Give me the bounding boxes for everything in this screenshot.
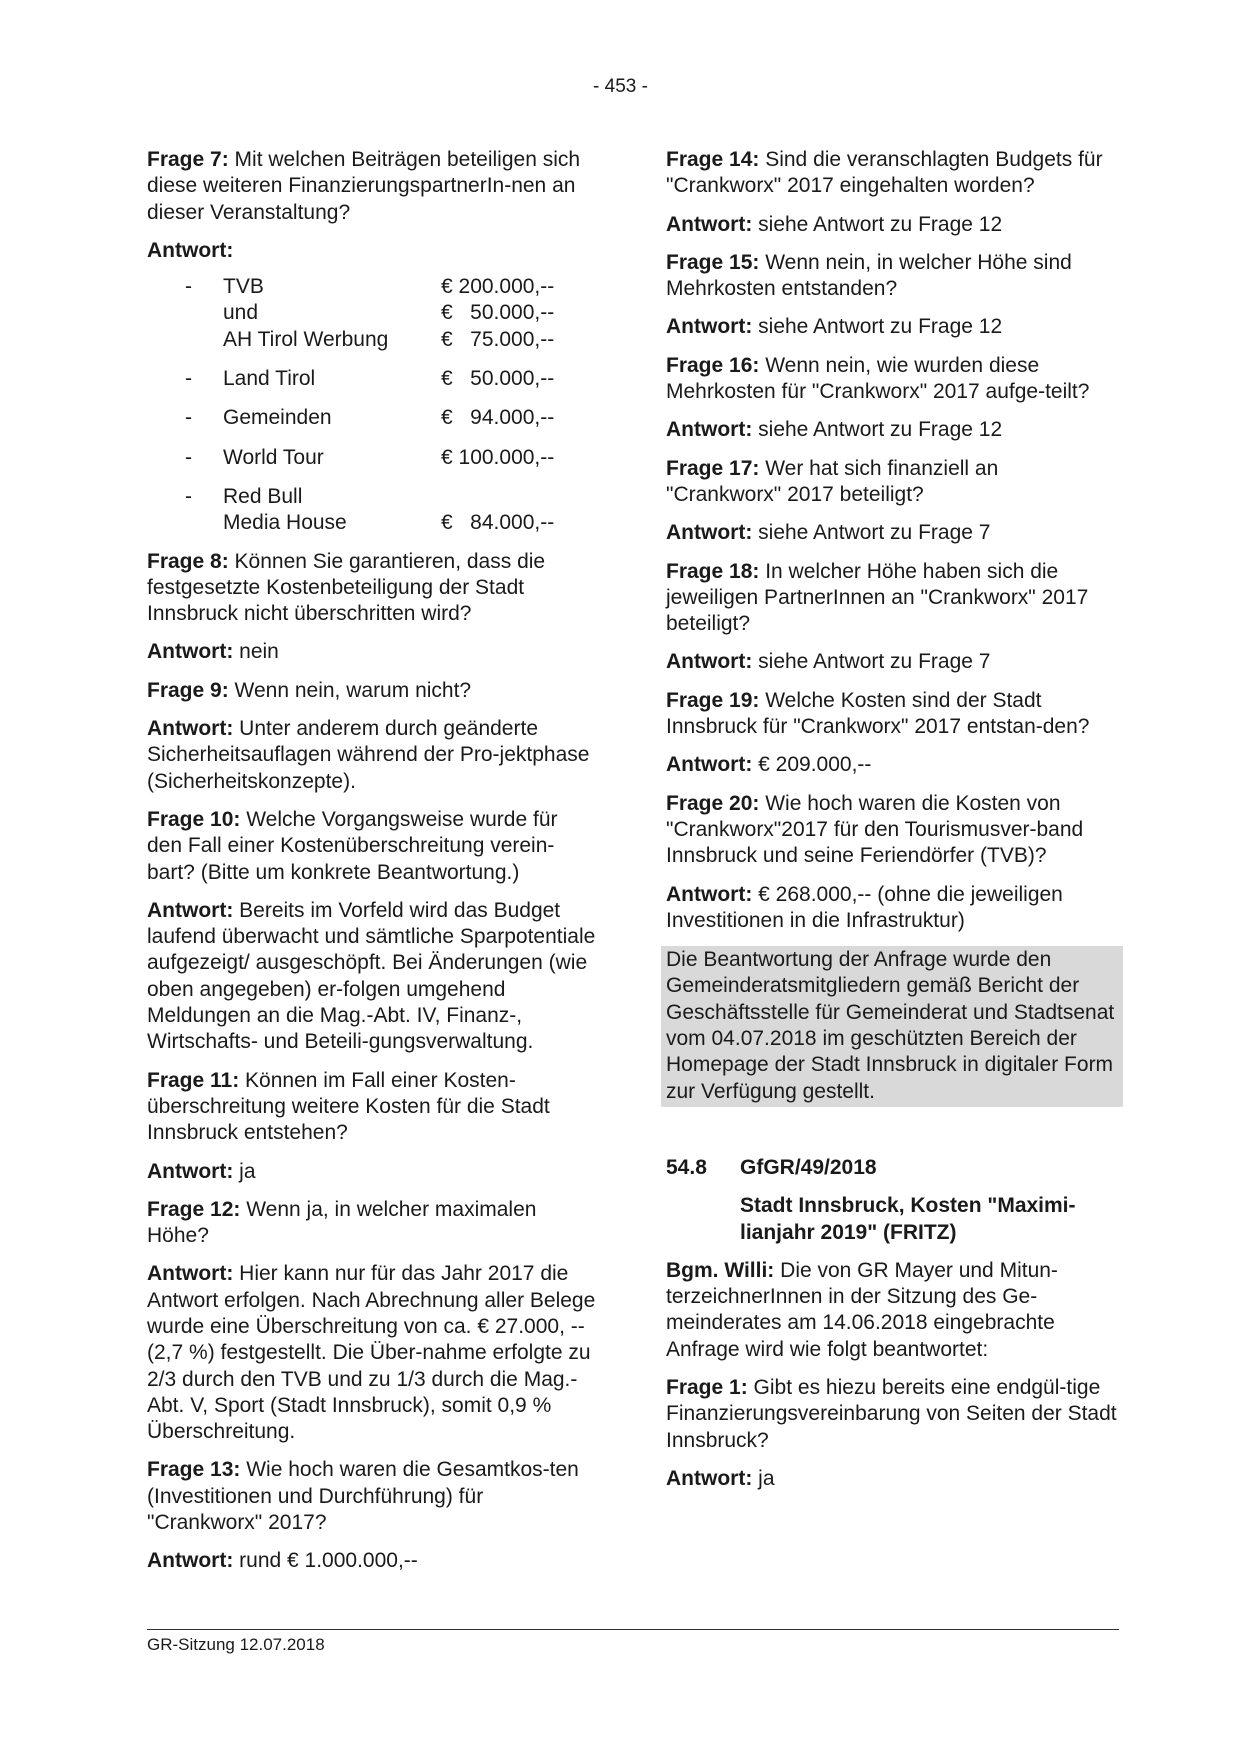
question-17: Frage 17: Wer hat sich finanziell an "Crankworx" 2017 beteiligt? xyxy=(666,456,999,506)
answer-8: Antwort: nein xyxy=(147,640,279,664)
mayor-statement: Bgm. Willi: Die von GR Mayer und Mitun-terzeichnerInnen in der Sitzung des Ge-meinderates am 14.06.2018 eingebrachte Anfrage wird wie folgt beantwortet: xyxy=(666,1258,1058,1361)
section-code: GfGR/49/2018 xyxy=(740,1155,877,1179)
list-item: - Land Tirol € 50.000,-- xyxy=(185,367,555,391)
answer-15: Antwort: siehe Antwort zu Frage 12 xyxy=(666,315,1003,339)
footer-text: GR-Sitzung 12.07.2018 xyxy=(147,1635,325,1654)
answer-13: Antwort: rund € 1.000.000,-- xyxy=(147,1549,418,1573)
question-11: Frage 11: Können im Fall einer Kosten-überschreitung weitere Kosten für die Stadt Innsbruck entstehen? xyxy=(147,1068,550,1145)
answer-10: Antwort: Bereits im Vorfeld wird das Budget laufend überwacht und sämtliche Sparpotentiale aufgezeigt/ ausgeschöpft. Bei Änderungen (wie oben angegeben) er-folgen umgehend Meldungen an die Mag.-Abt. IV, Finanz-, Wirtschafts- und Beteili-gungsverwaltung. xyxy=(147,898,596,1054)
funding-list xyxy=(147,274,597,536)
answer-7-label: Antwort: xyxy=(147,238,234,262)
footer-divider xyxy=(147,1629,1119,1630)
answer-18: Antwort: siehe Antwort zu Frage 7 xyxy=(666,650,991,674)
question-19: Frage 19: Welche Kosten sind der Stadt Innsbruck für "Crankworx" 2017 entstan-den? xyxy=(666,688,1090,739)
answer-14: Antwort: siehe Antwort zu Frage 12 xyxy=(666,212,1003,236)
section-heading xyxy=(666,1155,1118,1181)
question-9: Frage 9: Wenn nein, warum nicht? xyxy=(147,678,472,702)
question-18: Frage 18: In welcher Höhe haben sich die jeweiligen PartnerInnen an "Crankworx" 2017 beteiligt? xyxy=(666,559,1089,636)
question-12: Frage 12: Wenn ja, in welcher maximalen Höhe? xyxy=(147,1197,537,1248)
answer-19: Antwort: € 209.000,-- xyxy=(666,753,872,777)
section-number: 54.8 xyxy=(666,1155,707,1179)
right-column xyxy=(666,147,1118,1504)
answer-17: Antwort: siehe Antwort zu Frage 7 xyxy=(666,521,991,545)
answer-20: Antwort: € 268.000,-- (ohne die jeweiligen Investitionen in die Infrastruktur) xyxy=(666,882,1063,932)
answer-16: Antwort: siehe Antwort zu Frage 12 xyxy=(666,418,1003,442)
question-13: Frage 13: Wie hoch waren die Gesamtkos-ten (Investitionen und Durchführung) für "Crankworx" 2017? xyxy=(147,1458,579,1535)
list-item: - World Tour € 100.000,-- xyxy=(185,445,555,469)
question-10: Frage 10: Welche Vorgangsweise wurde für den Fall einer Kostenüberschreitung verein-bart? (Bitte um konkrete Beantwortung.) xyxy=(147,807,558,884)
section-title: Stadt Innsbruck, Kosten "Maximi-lianjahr 2019" (FRITZ) xyxy=(740,1194,1076,1244)
question-7: Frage 7: Mit welchen Beiträgen beteiligen sich diese weiteren FinanzierungspartnerIn-nen an dieser Veranstaltung? xyxy=(147,148,581,224)
question-16: Frage 16: Wenn nein, wie wurden diese Mehrkosten für "Crankworx" 2017 aufge-teilt? xyxy=(666,353,1090,404)
question-14: Frage 14: Sind die veranschlagten Budgets für "Crankworx" 2017 eingehalten worden? xyxy=(666,148,1103,198)
answer-1: Antwort: ja xyxy=(666,1466,775,1490)
distribution-note: Die Beantwortung der Anfrage wurde den Gemeinderatsmitgliedern gemäß Bericht der Geschäftsstelle für Gemeinderat und Stadtsenat vom 04.07.2018 im geschützten Bereich der Homepage der Stadt Innsbruck in digitaler Form zur Verfügung gestellt. xyxy=(661,946,1123,1107)
answer-9: Antwort: Unter anderem durch geänderte Sicherheitsauflagen während der Pro-jektphase (Sicherheitskonzepte). xyxy=(147,717,590,793)
page-number: - 453 - xyxy=(593,76,648,97)
question-15: Frage 15: Wenn nein, in welcher Höhe sind Mehrkosten entstanden? xyxy=(666,250,1072,301)
question-20: Frage 20: Wie hoch waren die Kosten von "Crankworx"2017 für den Tourismusver-band Innsbruck und seine Feriendörfer (TVB)? xyxy=(666,791,1084,868)
answer-11: Antwort: ja xyxy=(147,1159,256,1183)
question-8: Frage 8: Können Sie garantieren, dass die festgesetzte Kostenbeteiligung der Stadt Innsbruck nicht überschritten wird? xyxy=(147,549,546,626)
list-item: - Red Bull Media House € 84.000,-- xyxy=(185,484,555,535)
question-1: Frage 1: Gibt es hiezu bereits eine endgül-tige Finanzierungsvereinbarung von Seiten der Stadt Innsbruck? xyxy=(666,1375,1117,1452)
answer-12: Antwort: Hier kann nur für das Jahr 2017 die Antwort erfolgen. Nach Abrechnung aller Belege wurde eine Überschreitung von ca. € 27.000, -- (2,7 %) festgestellt. Die Über-nahme erfolgte zu 2/3 durch den TVB und zu 1/3 durch die Mag.-Abt. V, Sport (Stadt Innsbruck), somit 0,9 % Überschreitung. xyxy=(147,1262,596,1444)
list-item: - Gemeinden € 94.000,-- xyxy=(185,406,555,430)
left-column xyxy=(147,147,597,1587)
list-item: - TVB und AH Tirol Werbung € 200.000,-- € 50.000,-- € 75.000,-- xyxy=(185,275,555,351)
